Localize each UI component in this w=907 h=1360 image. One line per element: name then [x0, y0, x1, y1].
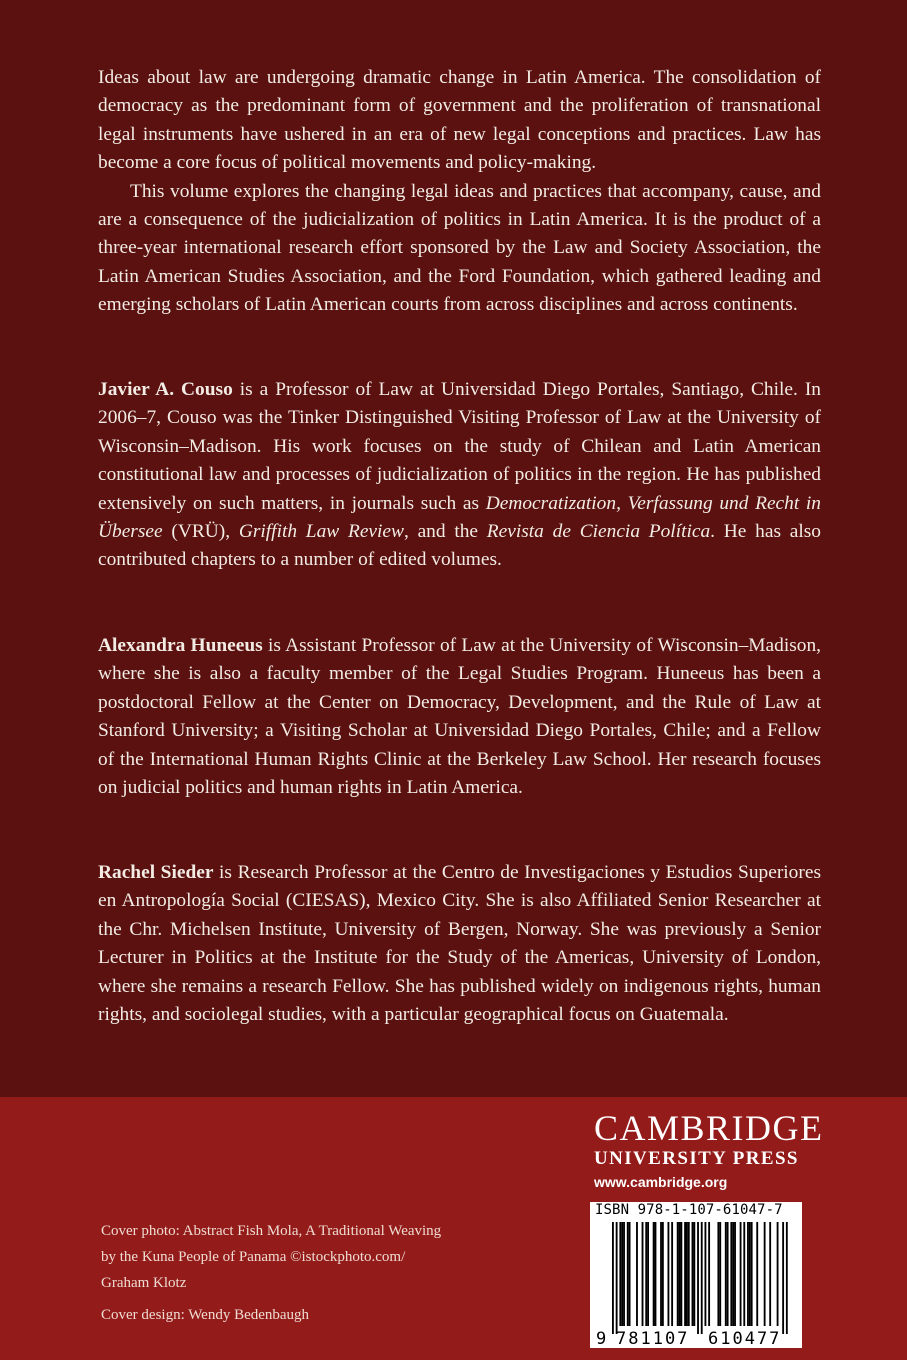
barcode-bar [684, 1222, 686, 1326]
blurb-paragraph-2: This volume explores the changing legal ideas and practices that accompany, cause, and are a consequence of the judicialization of politics in Latin America. It is the product of a three-year international research effort sponsored by the Law and Society Association, the Latin American Studies Association, and the Ford Foundation, which gathered leading and emerging scholars of Latin American courts from across disciplines and across continents. [98, 180, 821, 316]
barcode-bar [769, 1222, 771, 1326]
barcode-bar [636, 1222, 638, 1326]
barcode-bar [764, 1222, 766, 1326]
barcode-bar [653, 1222, 655, 1326]
barcode-bar [655, 1222, 657, 1326]
barcode-bar [616, 1222, 618, 1334]
barcode-bar [621, 1222, 623, 1326]
publisher-logo [594, 1108, 824, 1192]
barcode-bar [701, 1222, 703, 1334]
blurb [98, 64, 821, 320]
barcode-bar [708, 1222, 710, 1326]
barcode-bar [740, 1222, 742, 1326]
barcode-bar [642, 1222, 644, 1326]
barcode-digits-right: 610477 [708, 1329, 782, 1348]
publisher-subtitle: UNIVERSITY PRESS [594, 1148, 799, 1169]
barcode-bar [751, 1222, 753, 1326]
barcode-bar [693, 1222, 695, 1326]
barcode-bar [756, 1222, 758, 1326]
isbn-label: ISBN 978-1-107-61047-7 [595, 1202, 783, 1218]
barcode-bar [705, 1222, 707, 1326]
bio-text: . He has also contributed chapters to a number of edited volumes. [98, 521, 821, 571]
photo-credit-line-1: Cover photo: Abstract Fish Mola, A Traditional Weaving [101, 1223, 442, 1239]
bio-text: , and the [403, 521, 487, 543]
photo-credit-line-3: Graham Klotz [101, 1275, 187, 1291]
design-credit: Cover design: Wendy Bedenbaugh [101, 1307, 310, 1323]
barcode-bars [612, 1222, 788, 1334]
bio-text: is a Professor of Law at Universidad Diego Portales, Santiago, Chile. In 2006–7, Couso was the Tinker Distinguished Visiting Professor of Law at the University of Wisconsin–Madison. His work focuses on the study of Chilean and Latin American constitutional law and processes of judicialization of politics in the region. He has published extensively on such matters, in journals such as [98, 379, 821, 514]
barcode-bar [647, 1222, 649, 1326]
barcode-bar [734, 1222, 736, 1326]
barcode-bar [717, 1222, 719, 1326]
barcode-bar [725, 1222, 727, 1326]
barcode-bar [671, 1222, 673, 1326]
bio-couso [98, 376, 821, 575]
barcode-bar [747, 1222, 749, 1326]
publisher-url: www.cambridge.org [594, 1174, 728, 1190]
bio-sieder [98, 859, 821, 1029]
barcode-bar [727, 1222, 729, 1326]
barcode-bar [660, 1222, 662, 1326]
barcode-bar [786, 1222, 788, 1334]
barcode-bar [743, 1222, 745, 1326]
barcode-bar [782, 1222, 784, 1334]
bio-huneeus [98, 632, 821, 802]
barcode-bar [719, 1222, 721, 1326]
blurb-paragraph-1: Ideas about law are undergoing dramatic change in Latin America. The consolidation of democracy as the predominant form of government and the proliferation of transnational legal instruments have ushered in an era of new legal conceptions and practices. Law has become a core focus of political movements and policy-making. [98, 67, 821, 174]
author-name-couso: Javier A. Couso [98, 379, 233, 400]
barcode-bar [688, 1222, 690, 1326]
barcode-bar [662, 1222, 664, 1326]
barcode-bar [677, 1222, 679, 1326]
barcode-digits-left: 781107 [616, 1329, 690, 1348]
bio-text: is Research Professor at the Centro de Investigaciones y Estudios Superiores en Antropología Social (CIESAS), Mexico City. She is also Affiliated Senior Researcher at the Chr. Michelsen Institute, University of Bergen, Norway. She was previously a Senior Lecturer in Politics at the Institute for the Study of the Americas, University of London, where she remains a research Fellow. She has published widely on indigenous rights, human rights, and sociolegal studies, with a particular geographical focus on Guatemala. [98, 862, 821, 1026]
barcode-graphic [590, 1202, 802, 1348]
barcode-bar [697, 1222, 699, 1334]
barcode-bar [668, 1222, 670, 1326]
isbn-barcode [590, 1202, 802, 1348]
barcode-bar [619, 1222, 621, 1326]
cover-credits [101, 1218, 521, 1328]
barcode-bar [623, 1222, 625, 1326]
barcode-bar [645, 1222, 647, 1326]
barcode-bar [679, 1222, 681, 1326]
author-name-huneeus: Alexandra Huneeus [98, 635, 263, 656]
barcode-bar [692, 1222, 694, 1326]
barcode-digit-first: 9 [596, 1329, 607, 1348]
publisher-name: CAMBRIDGE [594, 1108, 824, 1148]
journal-title: Griffith Law Review [238, 521, 404, 543]
barcode-bar [730, 1222, 732, 1326]
barcode-bar [629, 1222, 631, 1326]
barcode-bar [680, 1222, 682, 1326]
barcode-bar [749, 1222, 751, 1326]
barcode-bar [627, 1222, 629, 1326]
barcode-bar [777, 1222, 779, 1326]
photo-credit-line-2: by the Kuna People of Panama ©istockphoto.com/ [101, 1249, 406, 1265]
bio-text: is Assistant Professor of Law at the University of Wisconsin–Madison, where she is also a faculty member of the Legal Studies Program. Huneeus has been a postdoctoral Fellow at the Center on Democracy, Development, and the Rule of Law at Stanford University; a Visiting Scholar at Universidad Diego Portales, Chile; and a Fellow of the International Human Rights Clinic at the Berkeley Law School. Her research focuses on judicial politics and human rights in Latin America. [98, 635, 821, 799]
bio-text: (VRÜ), [162, 521, 239, 543]
journal-title: Democratization, Verfassung und Recht in Übersee [98, 492, 821, 543]
barcode-bar [732, 1222, 734, 1326]
barcode-bar [686, 1222, 688, 1326]
barcode-bar [612, 1222, 614, 1334]
author-name-sieder: Rachel Sieder [98, 862, 214, 883]
journal-title: Revista de Ciencia Política [486, 521, 711, 543]
